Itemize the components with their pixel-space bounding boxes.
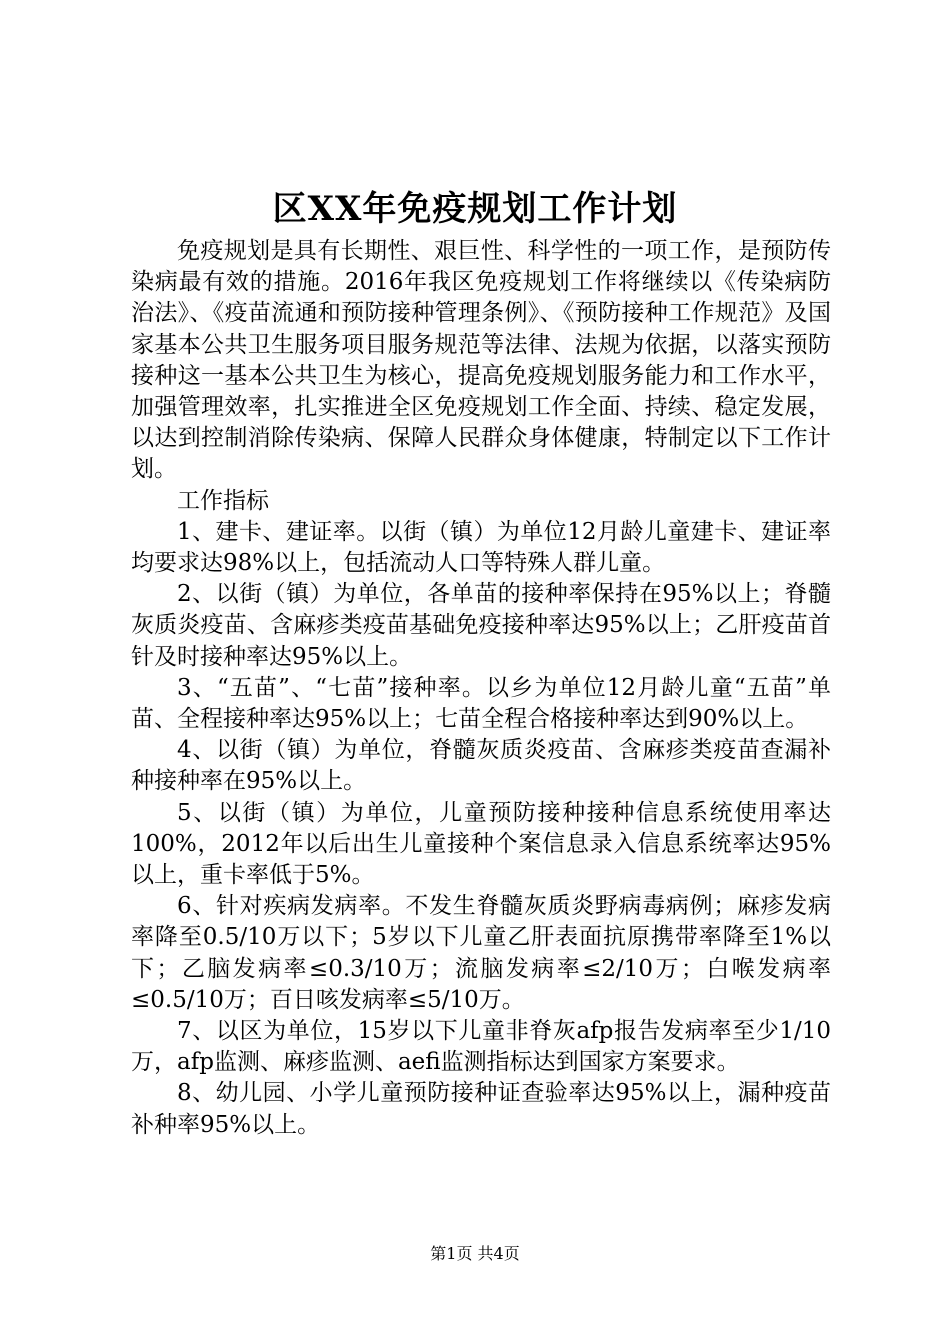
paragraph-item-4: 4、以街（镇）为单位，脊髓灰质炎疫苗、含麻疹类疫苗查漏补种接种率在95%以上。: [131, 737, 831, 795]
paragraph-item-1: 1、建卡、建证率。以街（镇）为单位12月龄儿童建卡、建证率均要求达98%以上，包括流动人口等特殊人群儿童。: [131, 518, 831, 577]
document-title: 区XX年免疫规划工作计划: [272, 189, 678, 229]
paragraph-item-7: 7、以区为单位，15岁以下儿童非脊灰afp报告发病率至少1/10万，afp监测、麻疹监测、aefi监测指标达到国家方案要求。: [131, 1018, 831, 1076]
paragraph-item-8: 8、幼儿园、小学儿童预防接种证查验率达95%以上，漏种疫苗补种率95%以上。: [131, 1080, 831, 1138]
paragraph-section-heading: 工作指标: [177, 487, 269, 514]
paragraph-item-6: 6、针对疾病发病率。不发生脊髓灰质炎野病毒病例；麻疹发病率降至0.5/10万以下；5岁以下儿童乙肝表面抗原携带率降至1%以下；乙脑发病率≤0.3/10万；流脑发病率≤2/10万；白喉发病率≤0.5/10万；百日咳发病率≤5/10万。: [131, 893, 831, 1013]
paragraph-item-3: 3、“五苗”、“七苗”接种率。以乡为单位12月龄儿童“五苗”单苗、全程接种率达95%以上；七苗全程合格接种率达到90%以上。: [131, 674, 831, 733]
paragraph-intro: 免疫规划是具有长期性、艰巨性、科学性的一项工作，是预防传染病最有效的措施。2016年我区免疫规划工作将继续以《传染病防治法》、《疫苗流通和预防接种管理条例》、《预防接种工作规范》及国家基本公共卫生服务项目服务规范等法律、法规为依据，以落实预防接种这一基本公共卫生为核心，提高免疫规划服务能力和工作水平，加强管理效率，扎实推进全区免疫规划工作全面、持续、稳定发展，以达到控制消除传染病、保障人民群众身体健康，特制定以下工作计划。: [131, 238, 831, 483]
paragraph-item-5: 5、以街（镇）为单位，儿童预防接种接种信息系统使用率达100%，2012年以后出生儿童接种个案信息录入信息系统率达95%以上，重卡率低于5%。: [131, 799, 831, 889]
document-body: [131, 236, 831, 1141]
paragraph-item-2: 2、以街（镇）为单位，各单苗的接种率保持在95%以上；脊髓灰质炎疫苗、含麻疹类疫苗基础免疫接种率达95%以上；乙肝疫苗首针及时接种率达95%以上。: [131, 581, 831, 670]
page-footer: 第1页 共4页: [430, 1244, 520, 1263]
